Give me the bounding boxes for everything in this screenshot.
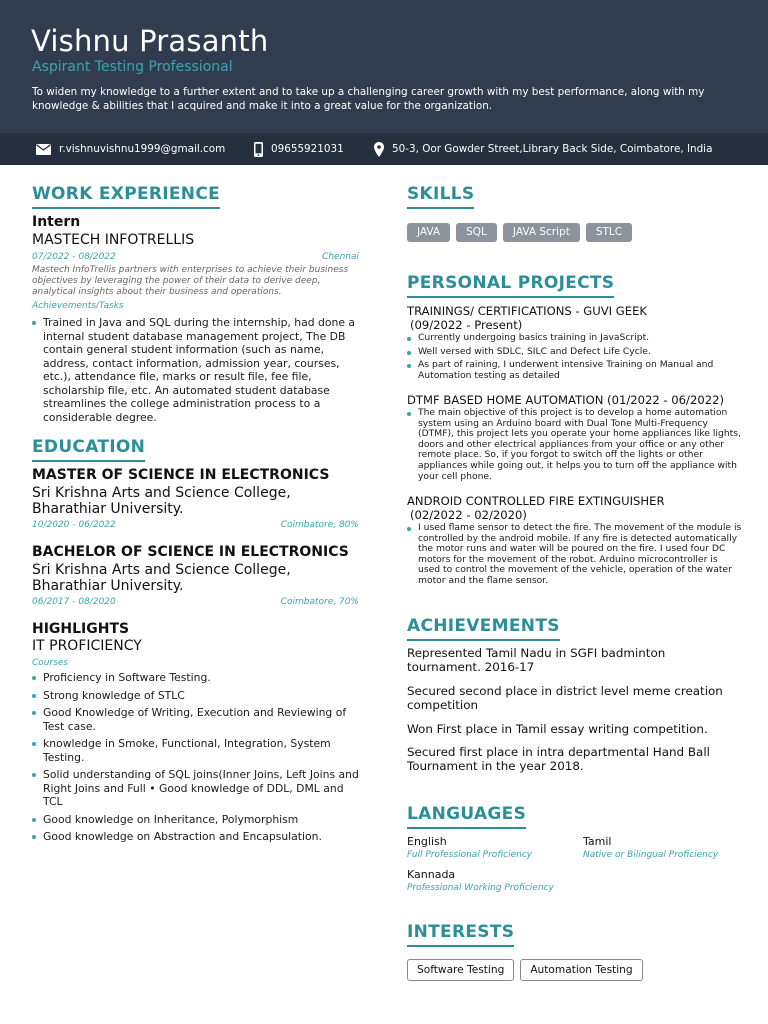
achievement-item: Won First place in Tamil essay writing competition.: [407, 722, 708, 736]
phone-text: 09655921031: [271, 143, 344, 155]
language-name: English: [407, 835, 447, 848]
list-item: As part of raining, I underwent intensive Training on Manual and Automation testing as detailed: [407, 360, 742, 381]
language-level: Full Professional Proficiency: [407, 850, 533, 860]
education-dates: 10/2020 - 06/2022: [32, 520, 116, 530]
education-heading: EDUCATION: [32, 437, 145, 462]
courses-label: Courses: [32, 658, 69, 668]
list-item: Trained in Java and SQL during the internship, had done a internal student database management project, The DB contain general student information (such as name, address, contact information, admission year, courses, etc.), attendance file, marks or result file, fee file, scholarship file, etc. An automated student database streamlines the college administration process to a considerable degree.: [32, 316, 362, 424]
education-location: Coimbatore, 80%: [280, 520, 359, 530]
list-item: Currently undergoing basics training in JavaScript.: [407, 333, 742, 344]
interests-list: [407, 958, 649, 981]
achievement-item: Secured second place in district level meme creation competition: [407, 684, 723, 712]
school-name: Sri Krishna Arts and Science College, Bharathiar University.: [32, 562, 291, 594]
list-item: Good knowledge on Inheritance, Polymorphism: [32, 813, 362, 827]
achievement-item: Secured first place in intra departmental Hand Ball Tournament in the year 2018.: [407, 745, 710, 773]
resume-header: [0, 0, 768, 133]
list-item: knowledge in Smoke, Functional, Integration, System Testing.: [32, 737, 362, 764]
education-location: Coimbatore, 70%: [280, 597, 359, 607]
list-item: Well versed with SDLC, SILC and Defect Life Cycle.: [407, 347, 742, 358]
project-item: [407, 304, 742, 381]
language-level: Native or Bilingual Proficiency: [583, 850, 719, 860]
interests-heading: INTERESTS: [407, 922, 514, 947]
degree-title: MASTER OF SCIENCE IN ELECTRONICS: [32, 467, 330, 483]
interest-chip: Automation Testing: [520, 959, 642, 981]
contact-address: [374, 133, 712, 165]
project-title: TRAININGS/ CERTIFICATIONS - GUVI GEEK: [407, 304, 648, 318]
list-item: Proficiency in Software Testing.: [32, 671, 362, 685]
project-title: DTMF BASED HOME AUTOMATION (01/2022 - 06/2022): [407, 393, 724, 407]
contact-email[interactable]: [36, 133, 225, 165]
list-item: Good knowledge on Abstraction and Encapsulation.: [32, 830, 362, 844]
school-name: Sri Krishna Arts and Science College, Bharathiar University.: [32, 485, 291, 517]
job-dates: 07/2022 - 08/2022: [32, 252, 116, 262]
education-dates: 06/2017 - 08/2020: [32, 597, 116, 607]
project-item: [407, 494, 742, 587]
personal-projects-heading: PERSONAL PROJECTS: [407, 273, 614, 298]
contact-bar: [0, 133, 768, 165]
achievements-heading: ACHIEVEMENTS: [407, 616, 560, 641]
language-level: Professional Working Proficiency: [407, 883, 554, 893]
skills-list: [407, 220, 638, 242]
project-bullets: [407, 523, 742, 587]
mobile-phone-icon: [254, 142, 263, 157]
list-item: Good Knowledge of Writing, Execution and Reviewing of Test case.: [32, 706, 362, 733]
job-company: MASTECH INFOTRELLIS: [32, 232, 195, 248]
project-dates: (09/2022 - Present): [410, 318, 523, 332]
list-item: Solid understanding of SQL joins(Inner Joins, Left Joins and Right Joins and Full • Good knowledge of DDL, DML and TCL: [32, 768, 362, 809]
envelope-icon: [36, 144, 51, 155]
skill-chip: SQL: [456, 223, 497, 242]
achievement-item: Represented Tamil Nadu in SGFI badminton tournament. 2016-17: [407, 646, 666, 674]
tasks-label: Achievements/Tasks: [32, 301, 124, 311]
language-item: [583, 835, 718, 860]
skill-chip: JAVA Script: [503, 223, 580, 242]
project-item: [407, 393, 742, 482]
project-title: ANDROID CONTROLLED FIRE EXTINGUISHER: [407, 494, 665, 508]
work-experience-heading: WORK EXPERIENCE: [32, 184, 220, 209]
language-name: Tamil: [583, 835, 612, 848]
language-name: Kannada: [407, 868, 456, 881]
job-location: Chennai: [322, 252, 359, 262]
skill-chip: STLC: [586, 223, 632, 242]
degree-title: BACHELOR OF SCIENCE IN ELECTRONICS: [32, 544, 349, 560]
skill-chip: JAVA: [407, 223, 450, 242]
skills-heading: SKILLS: [407, 184, 474, 209]
company-description: Mastech InfoTrellis partners with enterprises to achieve their business objectives by leveraging the power of their data to derive deep, analytical insights about their business and operations.: [32, 265, 349, 297]
project-dates: (02/2022 - 02/2020): [410, 508, 527, 522]
list-item: I used flame sensor to detect the fire. The movement of the module is controlled by the android mobile. If any fire is detected automatically the motor runs and water will be poured on the fire. I used four DC motors for the movement of the robot. Arduino microcontroller is used to control the movement of the vehicle, operation of the water motor and the flame sensor.: [407, 523, 742, 587]
list-item: The main objective of this project is to develop a home automation system using an Arduino board with Dual Tone Multi-Frequency (DTMF), this project lets you operate your home appliances like lights, doors and other electrical appliances from your office or any other remote place. So, if you forgot to switch off the lights or other appliances while going out, it helps you to turn off the appliance with your cell phone.: [407, 408, 742, 482]
location-pin-icon: [374, 142, 384, 157]
languages-heading: LANGUAGES: [407, 804, 526, 829]
email-text: r.vishnuvishnu1999@gmail.com: [59, 143, 226, 155]
interest-chip: Software Testing: [407, 959, 514, 981]
courses-list: [32, 671, 362, 844]
language-item: [407, 868, 554, 893]
list-item: Strong knowledge of STLC: [32, 689, 362, 703]
work-task-list: [32, 316, 362, 424]
job-position: Intern: [32, 214, 81, 230]
highlights-subtitle: IT PROFICIENCY: [32, 638, 142, 654]
address-text: 50-3, Oor Gowder Street,Library Back Side, Coimbatore, India: [392, 143, 713, 155]
contact-phone[interactable]: [254, 133, 344, 165]
candidate-role: Aspirant Testing Professional: [32, 59, 233, 75]
summary-text: To widen my knowledge to a further extent and to take up a challenging career growth with my best performance, along with my knowledge & abilities that I acquired and make it into a great value for the organization.: [32, 86, 705, 112]
project-bullets: [407, 333, 742, 381]
highlights-title: HIGHLIGHTS: [32, 621, 130, 637]
language-item: [407, 835, 532, 860]
project-bullets: [407, 408, 742, 482]
candidate-name: Vishnu Prasanth: [31, 24, 269, 58]
